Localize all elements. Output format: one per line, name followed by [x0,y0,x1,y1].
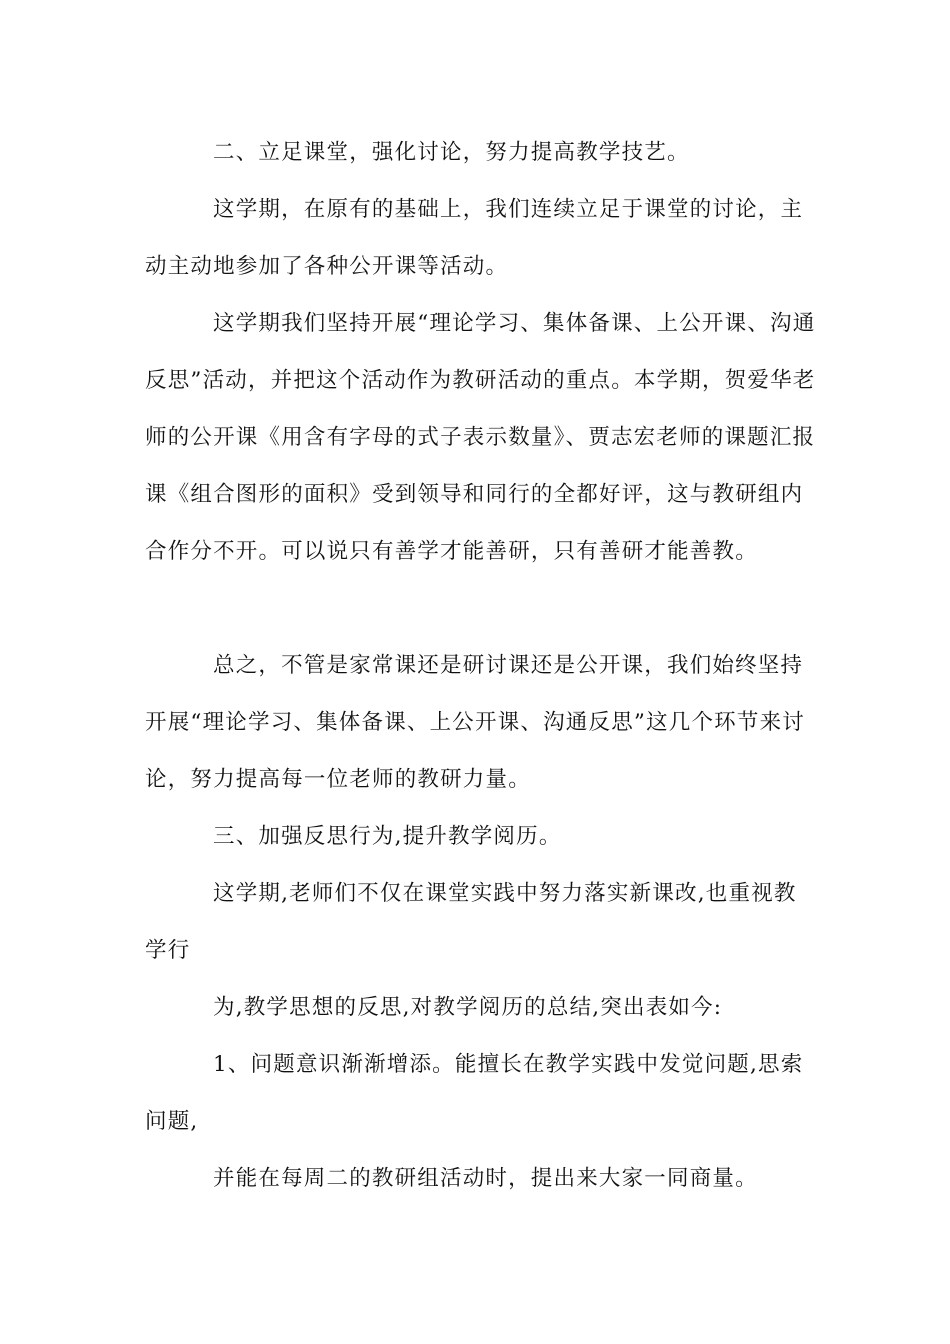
section-heading-3: 三、加强反思行为,提升教学阅历。 [213,824,562,849]
section-heading-2: 二、立足课堂，强化讨论，努力提高教学技艺。 [213,140,690,165]
paragraph-reflection-cont: 为,教学思想的反思,对教学阅历的总结,突出表如今: [213,995,723,1020]
paragraph-teaching-activities: 这学期我们坚持开展“理论学习、集体备课、上公开课、沟通反思”活动，并把这个活动作为教研活动的重点。本学期，贺爱华老师的公开课《用含有字母的式子表示数量》、贾志宏老师的课题汇报课《组合图形的面积》受到领导和同行的全都好评，这与教研组内合作分不开。可以说只有善学才能善研，只有善研才能善教。 [145,311,816,564]
paragraph-summary: 总之，不管是家常课还是研讨课还是公开课，我们始终坚持开展“理论学习、集体备课、上公开课、沟通反思”这几个环节来讨论，努力提高每一位老师的教研力量。 [145,653,805,792]
paragraph-point-1-cont: 并能在每周二的教研组活动时，提出来大家一同商量。 [213,1166,758,1191]
paragraph-reflection: 这学期,老师们不仅在课堂实践中努力落实新课改,也重视教学行 [145,881,797,963]
paragraph-semester-intro: 这学期，在原有的基础上，我们连续立足于课堂的讨论，主动主动地参加了各种公开课等活动。 [145,197,804,279]
paragraph-point-1: 1、问题意识渐渐增添。能擅长在教学实践中发觉问题,思索问题, [145,1052,804,1134]
